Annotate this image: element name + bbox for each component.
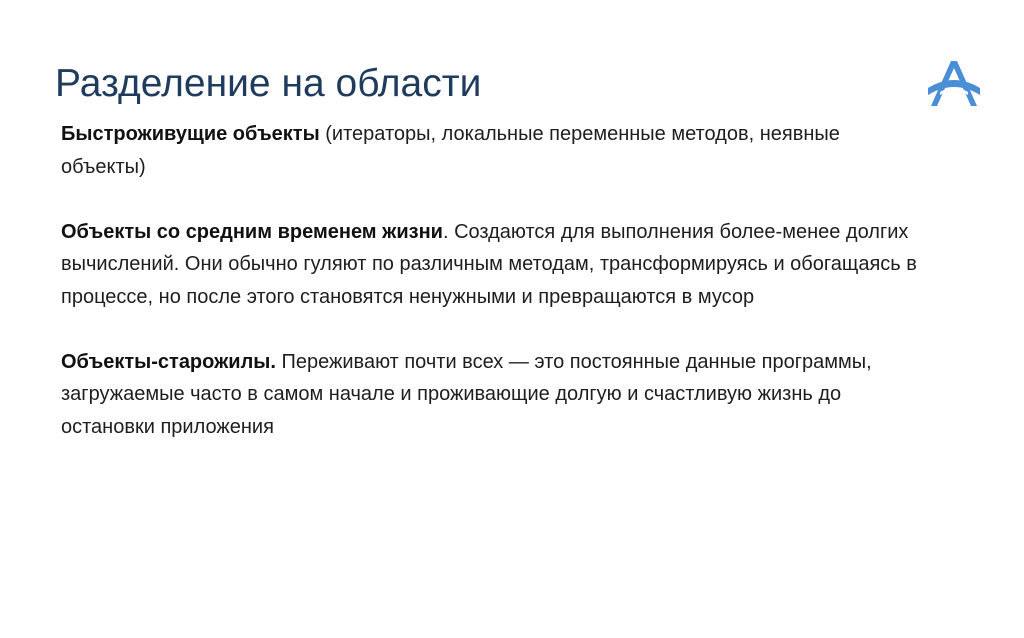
term-medium-lived-objects: Объекты со средним временем жизни (61, 220, 443, 243)
slide-title: Разделение на области (55, 62, 482, 105)
description-medium-lived-objects: . Создаются для выполнения более-менее долгих вычислений. Они обычно гуляют по различным методам, трансформируясь и обогащаясь в процессе, но после этого становятся ненужными и превращаются в мусор (61, 220, 917, 308)
paragraph-long-lived-objects (61, 346, 921, 444)
term-long-lived-objects: Объекты-старожилы. (61, 350, 276, 373)
stylized-letter-a-logo-icon (926, 58, 982, 108)
paragraph-short-lived-objects (61, 118, 921, 183)
paragraph-medium-lived-objects (61, 216, 921, 314)
description-long-lived-objects: Переживают почти всех — это постоянные данные программы, загружаемые часто в самом начале и проживающие долгую и счастливую жизнь до остановки приложения (61, 350, 872, 438)
term-short-lived-objects: Быстроживущие объекты (61, 123, 320, 145)
description-short-lived-objects: (итераторы, локальные переменные методов, неявные объекты) (61, 123, 840, 178)
logo-crossbar-arc (928, 80, 980, 95)
slide-body (61, 118, 921, 443)
